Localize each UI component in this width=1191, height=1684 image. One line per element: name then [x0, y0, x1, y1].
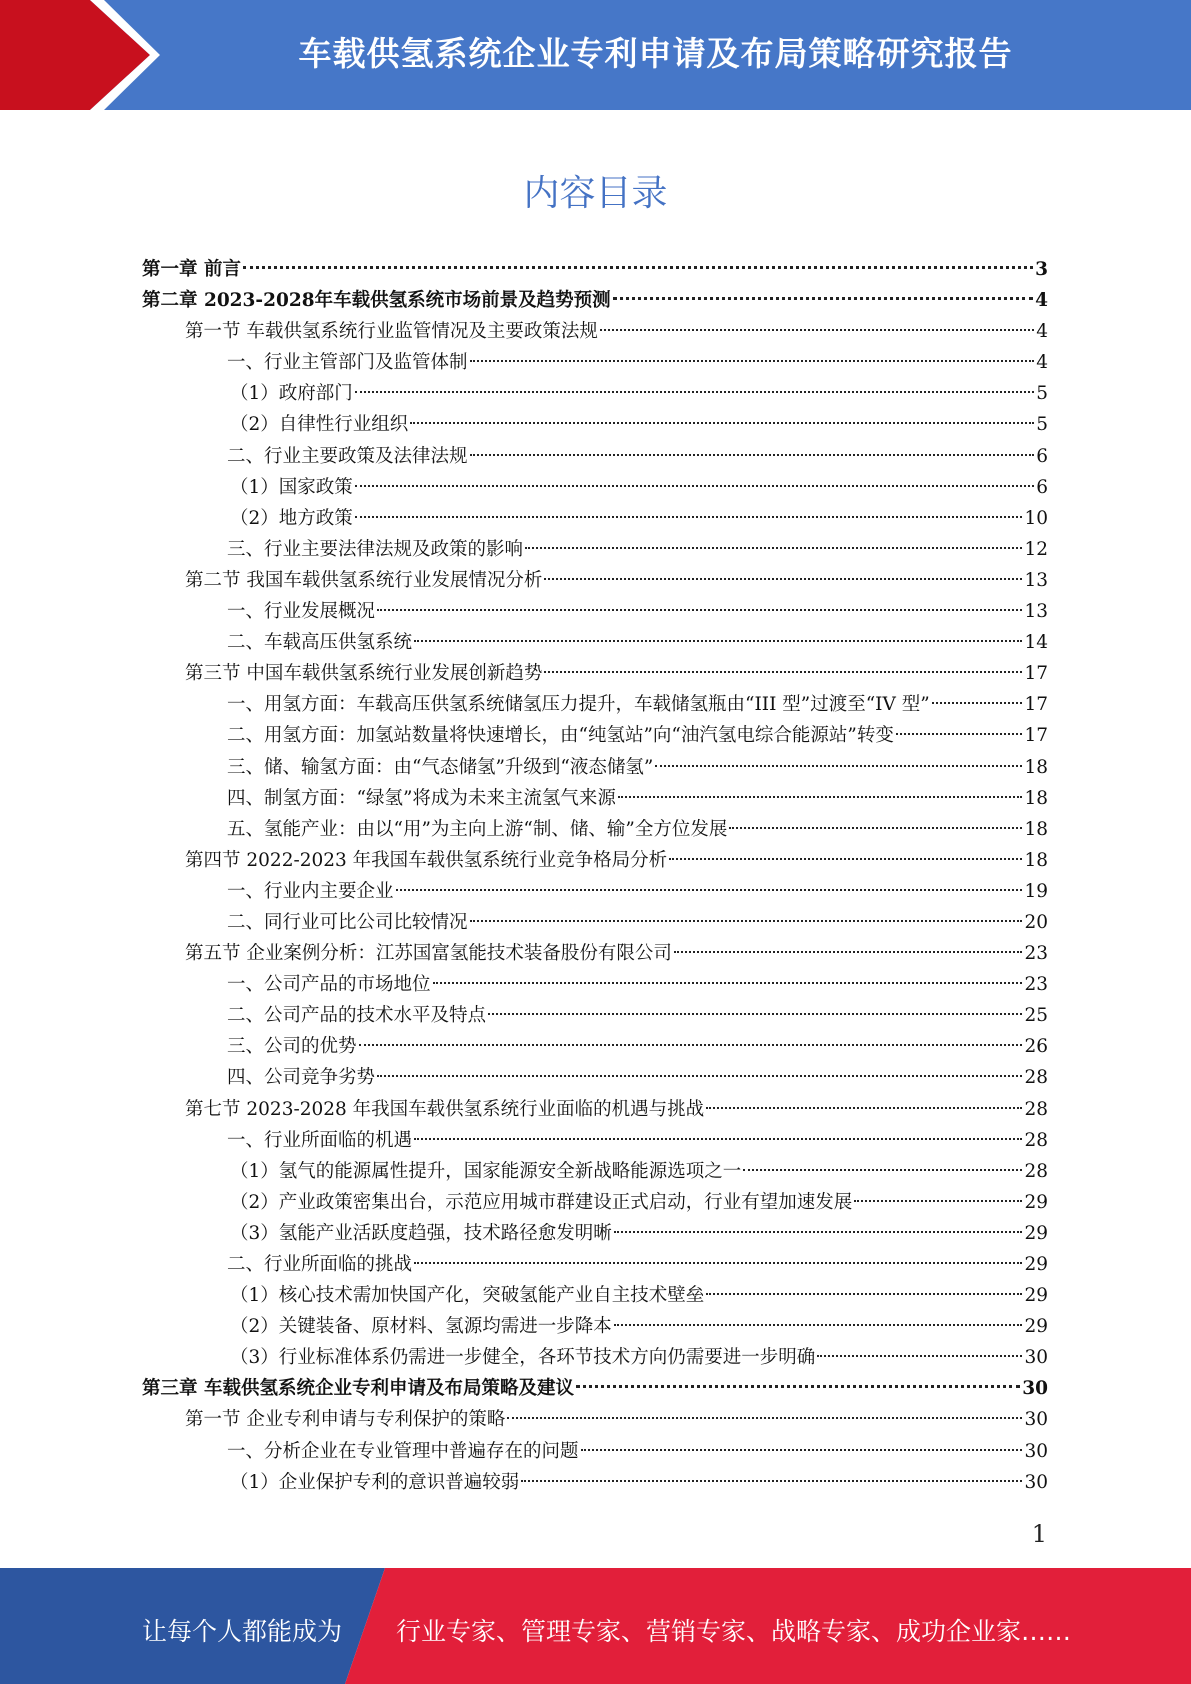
toc-leader-dots [243, 266, 1033, 269]
toc-entry-page: 28 [1024, 1067, 1048, 1089]
toc-entry-page: 29 [1024, 1254, 1048, 1275]
toc-leader-dots [355, 391, 1034, 393]
toc-leader-dots [470, 454, 1035, 456]
toc-entry-page: 6 [1036, 476, 1048, 498]
toc-entry-label: 第七节 2023-2028 年我国车载供氢系统行业面临的机遇与挑战 [185, 1098, 705, 1120]
toc-leader-dots [414, 1262, 1022, 1264]
toc-entry-label: （1）氢气的能源属性提升，国家能源安全新战略能源选项之一 [230, 1160, 742, 1182]
toc-entry-label: 二、公司产品的技术水平及特点 [227, 1005, 487, 1027]
toc-entry-page: 3 [1035, 259, 1048, 280]
toc-leader-dots [618, 796, 1023, 798]
toc-entry-label: （2）地方政策 [230, 507, 353, 529]
toc-entry[interactable] [142, 1373, 1048, 1404]
toc-entry[interactable] [142, 1249, 1048, 1280]
toc-entry[interactable] [142, 1404, 1048, 1435]
toc-entry[interactable] [142, 409, 1048, 440]
toc-entry[interactable] [142, 1094, 1048, 1125]
toc-entry-page: 30 [1024, 1471, 1048, 1493]
toc-entry-page: 25 [1024, 1005, 1048, 1027]
toc-entry-label: 二、车载高压供氢系统 [227, 632, 413, 654]
toc-entry-label: 第三节 中国车载供氢系统行业发展创新趋势 [185, 663, 543, 685]
toc-entry-label: 二、行业主要政策及法律法规 [227, 445, 468, 467]
toc-leader-dots [706, 1107, 1022, 1109]
report-title: 车载供氢系统企业专利申请及布局策略研究报告 [298, 34, 1013, 73]
toc-entry-page: 20 [1024, 911, 1048, 933]
toc-entry-label: 第一节 企业专利申请与专利保护的策略 [185, 1409, 506, 1431]
toc-entry-page: 19 [1024, 880, 1048, 902]
toc-entry-page: 28 [1024, 1098, 1048, 1120]
toc-entry[interactable] [142, 347, 1048, 378]
toc-leader-dots [488, 1013, 1022, 1015]
toc-entry[interactable] [142, 938, 1048, 969]
footer-slogan-right: 行业专家、管理专家、营销专家、战略专家、成功企业家…… [396, 1617, 1072, 1646]
toc-entry-page: 23 [1024, 943, 1048, 965]
toc-leader-dots [414, 1138, 1022, 1140]
toc-entry[interactable] [142, 1031, 1048, 1062]
page-number: 1 [1031, 1520, 1047, 1548]
toc-entry-page: 29 [1024, 1285, 1048, 1307]
toc-entry-label: 二、用氢方面：加氢站数量将快速增长，由“纯氢站”向“油汽氢电综合能源站”转变 [227, 725, 894, 747]
toc-entry-label: （2）产业政策密集出台，示范应用城市群建设正式启动，行业有望加速发展 [230, 1191, 853, 1213]
toc-entry-page: 17 [1024, 663, 1048, 685]
toc-entry-label: 第三章 车载供氢系统企业专利申请及布局策略及建议 [142, 1378, 574, 1400]
toc-entry[interactable] [142, 720, 1048, 751]
toc-entry[interactable] [142, 658, 1048, 689]
toc-entry[interactable] [142, 1218, 1048, 1249]
toc-entry[interactable] [142, 472, 1048, 503]
toc-leader-dots [743, 1169, 1022, 1171]
toc-entry-page: 29 [1024, 1191, 1048, 1213]
toc-entry-page: 26 [1024, 1036, 1048, 1058]
toc-entry[interactable] [142, 316, 1048, 347]
toc-entry-page: 30 [1024, 1347, 1048, 1369]
toc-entry-label: 二、同行业可比公司比较情况 [227, 911, 468, 933]
toc-entry-label: 一、行业主管部门及监管体制 [227, 352, 468, 374]
toc-entry[interactable] [142, 1156, 1048, 1187]
toc-entry-label: 四、制氢方面：“绿氢”将成为未来主流氢气来源 [227, 787, 616, 809]
toc-entry-page: 14 [1024, 632, 1048, 654]
toc-entry-label: （1）政府部门 [230, 383, 353, 405]
toc-entry-label: 第一节 车载供氢系统行业监管情况及主要政策法规 [185, 321, 598, 343]
toc-entry-label: 第一章 前言 [142, 259, 241, 280]
footer-slogan-left: 让每个人都能成为 [142, 1617, 343, 1646]
toc-entry-page: 18 [1024, 756, 1048, 778]
toc-heading: 内容目录 [523, 173, 668, 214]
toc-entry-label: 二、行业所面临的挑战 [227, 1254, 413, 1275]
toc-entry-label: 四、公司竞争劣势 [227, 1067, 376, 1089]
toc-entry-page: 6 [1036, 445, 1048, 467]
toc-entry[interactable] [142, 1187, 1048, 1218]
toc-leader-dots [655, 765, 1022, 767]
toc-entry[interactable] [142, 783, 1048, 814]
toc-entry-page: 10 [1024, 507, 1048, 529]
toc-entry[interactable] [142, 627, 1048, 658]
toc-entry-label: （1）企业保护专利的意识普遍较弱 [230, 1471, 520, 1493]
toc-leader-dots [544, 671, 1022, 673]
toc-entry-page: 29 [1024, 1316, 1048, 1338]
toc-entry-page: 5 [1036, 414, 1048, 436]
toc-leader-dots [507, 1417, 1022, 1419]
toc-entry-page: 28 [1024, 1160, 1048, 1182]
toc-entry-page: 12 [1024, 538, 1048, 560]
toc-entry-page: 18 [1024, 787, 1048, 809]
toc-entry[interactable] [142, 689, 1048, 720]
toc-entry[interactable] [142, 596, 1048, 627]
toc-leader-dots [817, 1355, 1022, 1357]
toc-entry[interactable] [142, 845, 1048, 876]
toc-entry[interactable] [142, 285, 1048, 316]
toc-entry[interactable] [142, 752, 1048, 783]
toc-entry-label: 三、储、输氢方面：由“气态储氢”升级到“液态储氢” [227, 756, 654, 778]
toc-entry-label: （2）自律性行业组织 [230, 414, 409, 436]
toc-leader-dots [359, 1044, 1023, 1046]
toc-entry-label: 第五节 企业案例分析：江苏国富氢能技术装备股份有限公司 [185, 943, 672, 965]
toc-entry-label: 一、行业所面临的机遇 [227, 1129, 413, 1151]
toc-entry-page: 5 [1036, 383, 1048, 405]
toc-entry-page: 4 [1035, 290, 1048, 312]
report-header [0, 0, 1191, 110]
toc-leader-dots [706, 1293, 1022, 1295]
toc-entry-label: 一、行业内主要企业 [227, 880, 394, 902]
toc-leader-dots [355, 485, 1034, 487]
toc-entry-label: 一、用氢方面：车载高压供氢系统储氢压力提升，车载储氢瓶由“III 型”过渡至“IV 型” [227, 694, 930, 716]
toc-entry[interactable] [142, 503, 1048, 534]
toc-leader-dots [470, 360, 1035, 362]
toc-entry-label: 第二章 2023-2028年车载供氢系统市场前景及趋势预测 [142, 290, 611, 312]
toc-entry-page: 13 [1024, 569, 1048, 591]
toc-leader-dots [470, 920, 1023, 922]
toc-entry-label: 三、公司的优势 [227, 1036, 357, 1058]
table-of-contents [142, 254, 1048, 1498]
toc-entry[interactable] [142, 876, 1048, 907]
toc-entry-label: （2）关键装备、原材料、氢源均需进一步降本 [230, 1316, 612, 1338]
toc-entry[interactable] [142, 254, 1048, 285]
toc-leader-dots [674, 951, 1023, 953]
toc-leader-dots [614, 1324, 1023, 1326]
toc-leader-dots [355, 516, 1023, 518]
toc-entry[interactable] [142, 1000, 1048, 1031]
toc-entry-page: 28 [1024, 1129, 1048, 1151]
toc-leader-dots [854, 1200, 1022, 1202]
toc-leader-dots [377, 1075, 1022, 1077]
toc-entry[interactable] [142, 907, 1048, 938]
toc-entry[interactable] [142, 969, 1048, 1000]
toc-entry-label: （1）核心技术需加快国产化，突破氢能产业自主技术壁垒 [230, 1285, 705, 1307]
toc-entry[interactable] [142, 1467, 1048, 1498]
toc-leader-dots [410, 422, 1034, 424]
toc-entry-page: 29 [1024, 1222, 1048, 1244]
toc-entry-label: 第二节 我国车载供氢系统行业发展情况分析 [185, 569, 543, 591]
report-footer [0, 1568, 1191, 1684]
toc-entry-page: 18 [1024, 849, 1048, 871]
toc-leader-dots [729, 827, 1022, 829]
toc-entry[interactable] [142, 1280, 1048, 1311]
toc-entry-page: 18 [1024, 818, 1048, 840]
toc-leader-dots [613, 297, 1034, 300]
toc-entry-page: 4 [1036, 321, 1048, 343]
toc-leader-dots [544, 578, 1022, 580]
toc-entry[interactable] [142, 1062, 1048, 1093]
toc-entry-page: 30 [1024, 1409, 1048, 1431]
toc-entry-label: 一、行业发展概况 [227, 601, 376, 623]
toc-entry[interactable] [142, 1311, 1048, 1342]
toc-entry[interactable] [142, 1125, 1048, 1156]
toc-entry-label: （3）氢能产业活跃度趋强，技术路径愈发明晰 [230, 1222, 612, 1244]
toc-entry-page: 4 [1036, 352, 1048, 374]
toc-entry-label: 一、分析企业在专业管理中普遍存在的问题 [227, 1440, 579, 1462]
toc-entry-page: 17 [1024, 725, 1048, 747]
toc-entry[interactable] [142, 814, 1048, 845]
toc-entry[interactable] [142, 378, 1048, 409]
toc-entry-label: 五、氢能产业：由以“用”为主向上游“制、储、输”全方位发展 [227, 818, 728, 840]
toc-leader-dots [396, 889, 1023, 891]
toc-entry-label: （3）行业标准体系仍需进一步健全，各环节技术方向仍需要进一步明确 [230, 1347, 816, 1369]
toc-entry-label: （1）国家政策 [230, 476, 353, 498]
toc-entry[interactable] [142, 534, 1048, 565]
toc-entry-page: 30 [1022, 1378, 1048, 1400]
toc-entry-label: 一、公司产品的市场地位 [227, 974, 431, 996]
toc-entry-page: 13 [1024, 601, 1048, 623]
toc-leader-dots [521, 1480, 1022, 1482]
toc-entry[interactable] [142, 1342, 1048, 1373]
toc-leader-dots [414, 640, 1022, 642]
toc-leader-dots [932, 702, 1023, 704]
toc-leader-dots [669, 858, 1022, 860]
toc-entry-page: 23 [1024, 974, 1048, 996]
toc-leader-dots [614, 1231, 1023, 1233]
toc-leader-dots [581, 1449, 1023, 1451]
toc-entry-page: 17 [1024, 694, 1048, 716]
toc-leader-dots [433, 982, 1023, 984]
toc-leader-dots [377, 609, 1022, 611]
toc-leader-dots [576, 1385, 1020, 1388]
toc-entry[interactable] [142, 565, 1048, 596]
toc-leader-dots [896, 733, 1023, 735]
toc-entry-page: 30 [1024, 1440, 1048, 1462]
toc-leader-dots [525, 547, 1022, 549]
toc-entry[interactable] [142, 441, 1048, 472]
toc-entry-label: 第四节 2022-2023 年我国车载供氢系统行业竞争格局分析 [185, 849, 668, 871]
toc-entry[interactable] [142, 1436, 1048, 1467]
toc-leader-dots [600, 329, 1034, 331]
toc-entry-label: 三、行业主要法律法规及政策的影响 [227, 538, 524, 560]
